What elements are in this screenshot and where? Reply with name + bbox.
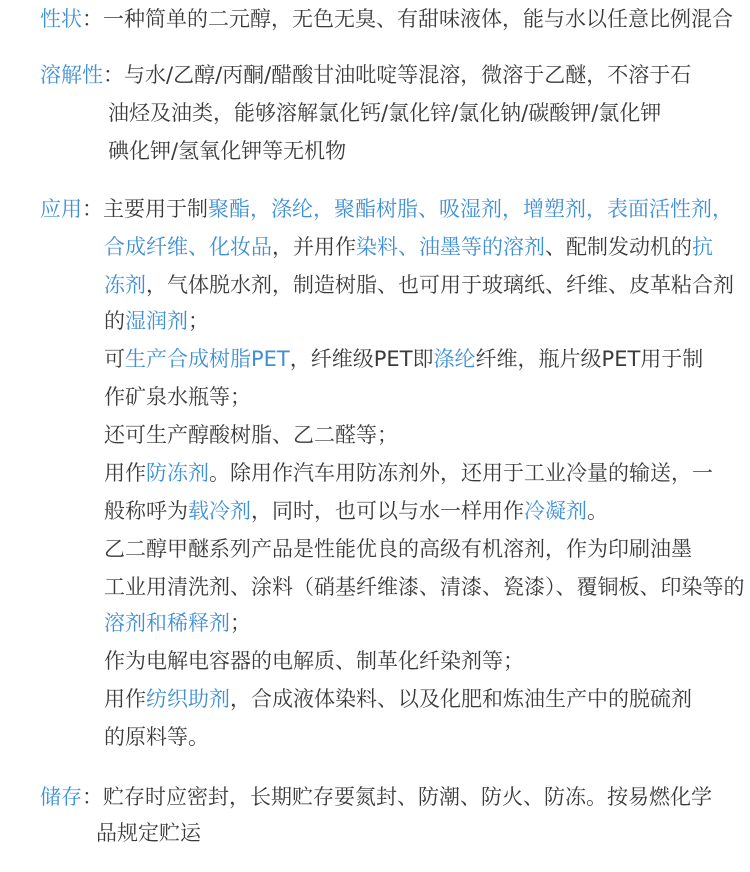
yingyong-line-1: [40, 194, 733, 224]
highlighted-term: 湿润剂: [125, 309, 188, 333]
highlighted-term: 生产合成树脂PET: [125, 347, 290, 371]
yingyong-line-9: [104, 496, 608, 526]
yingyong-line-14: [104, 684, 692, 714]
yingyong-line-7: [104, 420, 398, 450]
body-text: 作为电解电容器的电解质、制革化纤染剂等；: [104, 649, 524, 673]
chucun-label: 储存: [40, 785, 82, 809]
body-text: 可: [104, 347, 125, 371]
highlighted-term: 冷凝剂: [524, 499, 587, 523]
body-text: ，同时，也可以与水一样用作: [251, 499, 524, 523]
body-text: 乙二醇甲醚系列产品是性能优良的高级有机溶剂，作为印刷油墨: [104, 537, 692, 561]
highlighted-term: 纺织助剂: [146, 687, 230, 711]
rongjiexing-label: 溶解性: [40, 63, 103, 87]
body-text: 还可生产醇酸树脂、乙二醛等；: [104, 423, 398, 447]
body-text: ：贮存时应密封，长期贮存要氮封、防潮、防火、防冻。按易燃化学: [82, 785, 712, 809]
body-text: 纤维，瓶片级PET用于制: [475, 347, 704, 371]
yingyong-line-12: [104, 608, 251, 638]
yingyong-line-2: [104, 232, 713, 262]
highlighted-term: 防冻剂: [146, 461, 209, 485]
yingyong-line-8: [104, 458, 713, 488]
body-text: ：与水/乙醇/丙酮/醋酸甘油吡啶等混溶，微溶于乙醚，不溶于石: [103, 63, 692, 87]
yingyong-line-10: [104, 534, 692, 564]
highlighted-term: 抗: [692, 235, 713, 259]
body-text: 工业用清洗剂、涂料（硝基纤维漆、清漆、瓷漆）、覆铜板、印染等的: [104, 575, 745, 599]
yingyong-line-15: [104, 722, 209, 752]
highlighted-term: 冻剂: [104, 273, 146, 297]
body-text: 用作: [104, 461, 146, 485]
rongjiexing-line-1: [40, 60, 691, 90]
rongjiexing-line-2: [108, 98, 661, 128]
body-text: ；: [230, 611, 251, 635]
yingyong-line-5: [104, 344, 703, 374]
highlighted-term: 载冷剂: [188, 499, 251, 523]
body-text: ：一种简单的二元醇，无色无臭、有甜味液体，能与水以任意比例混合: [82, 7, 733, 31]
yingyong-line-13: [104, 646, 524, 676]
body-text: ：主要用于制: [82, 197, 208, 221]
body-text: ，合成液体染料、以及化肥和炼油生产中的脱硫剂: [230, 687, 692, 711]
highlighted-term: 合成纤维、化妆品: [104, 235, 272, 259]
highlighted-term: 聚酯，涤纶，聚酯树脂、吸湿剂，增塑剂，表面活性剂，: [208, 197, 733, 221]
highlighted-term: 溶剂和稀释剂: [104, 611, 230, 635]
body-text: 油烃及油类，能够溶解氯化钙/氯化锌/氯化钠/碳酸钾/氯化钾: [108, 101, 662, 125]
body-text: 的: [104, 309, 125, 333]
body-text: 。: [587, 499, 608, 523]
body-text: 品规定贮运: [96, 821, 201, 845]
body-text: 的原料等。: [104, 725, 209, 749]
yingyong-line-11: [104, 572, 745, 602]
yingyong-label: 应用: [40, 197, 82, 221]
body-text: 般称呼为: [104, 499, 188, 523]
body-text: 、配制发动机的: [545, 235, 692, 259]
highlighted-term: 涤纶: [433, 347, 476, 371]
body-text: 碘化钾/氢氧化钾等无机物: [108, 139, 347, 163]
xingzhuang-label: 性状: [40, 7, 82, 31]
body-text: ，并用作: [272, 235, 356, 259]
chucun-line-2: [96, 818, 201, 848]
highlighted-term: 染料、油墨等的溶剂: [356, 235, 545, 259]
body-text: ；: [188, 309, 209, 333]
body-text: ，纤维级PET即: [289, 347, 434, 371]
chucun-line-1: [40, 782, 712, 812]
xingzhuang-line-1: [40, 4, 733, 34]
body-text: 用作: [104, 687, 146, 711]
yingyong-line-6: [104, 382, 251, 412]
yingyong-line-3: [104, 270, 734, 300]
body-text: 。除用作汽车用防冻剂外，还用于工业冷量的输送，一: [209, 461, 713, 485]
yingyong-line-4: [104, 306, 209, 336]
rongjiexing-line-3: [108, 136, 346, 166]
body-text: 作矿泉水瓶等；: [104, 385, 251, 409]
body-text: ，气体脱水剂，制造树脂、也可用于玻璃纸、纤维、皮革粘合剂: [146, 273, 734, 297]
